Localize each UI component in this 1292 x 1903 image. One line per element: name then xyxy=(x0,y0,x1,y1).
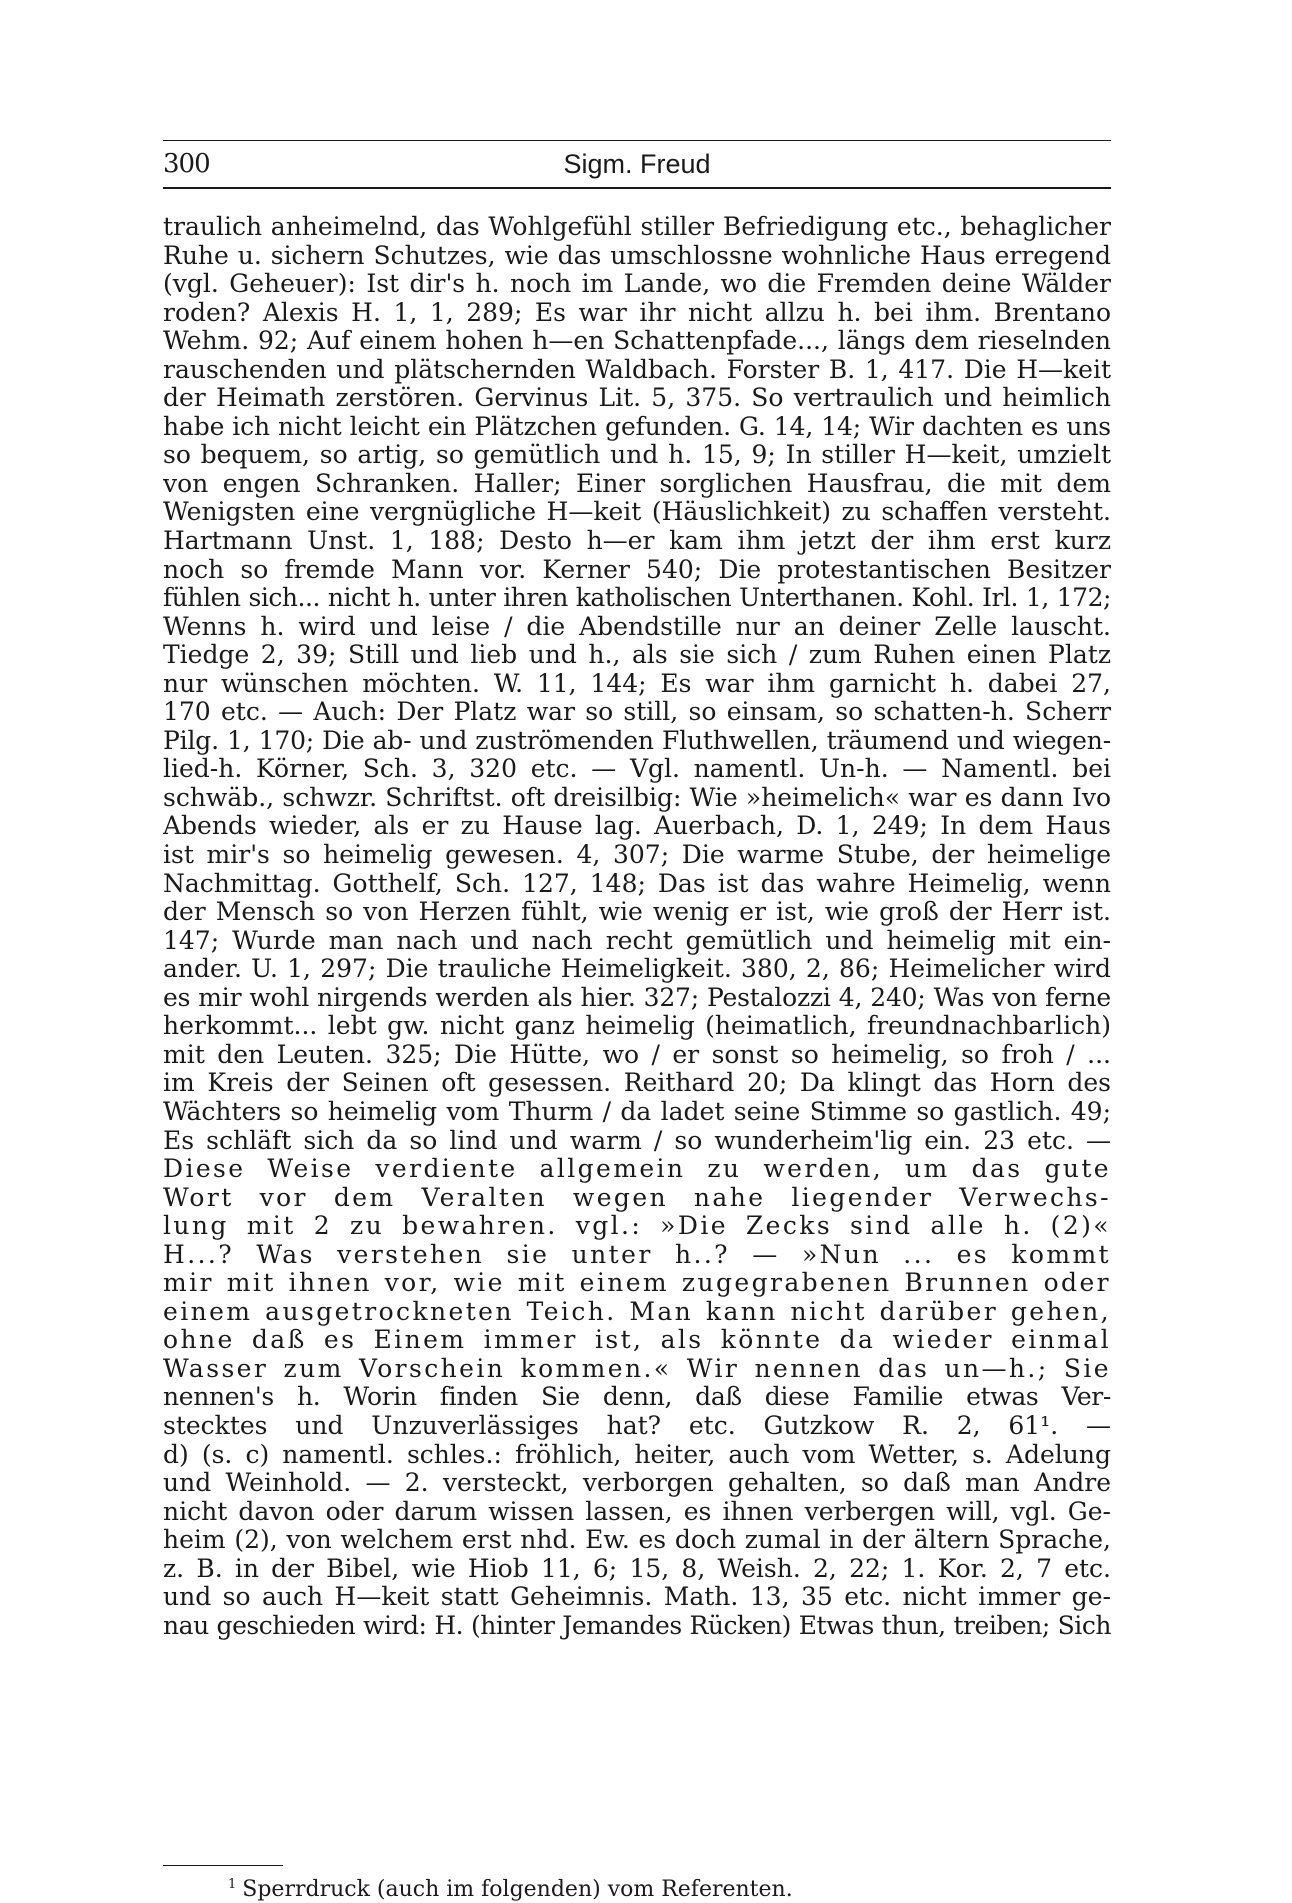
text-line: nicht davon oder darum wissen lassen, es ihnen verbergen will, vgl. Ge- xyxy=(163,1497,1111,1526)
text-line: im Kreis der Seinen oft gesessen. Reithard 20; Da klingt das Horn des xyxy=(163,1069,1111,1098)
text-line: 147; Wurde man nach und nach recht gemütlich und heimelig mit ein- xyxy=(163,926,1111,955)
text-line: lung mit 2 zu bewahren. vgl.: »Die Zecks sind alle h. (2)« xyxy=(163,1212,1111,1241)
page-number: 300 xyxy=(163,149,210,179)
text-line: lied-h. Körner, Sch. 3, 320 etc. — Vgl. namentl. Un-h. — Namentl. bei xyxy=(163,755,1111,784)
text-line: Wort vor dem Veralten wegen nahe liegender Verwechs- xyxy=(163,1183,1111,1212)
text-line: Hartmann Unst. 1, 188; Desto h—er kam ihm jetzt der ihm erst kurz xyxy=(163,527,1111,556)
text-line: fühlen sich... nicht h. unter ihren katholischen Unterthanen. Kohl. Irl. 1, 172; xyxy=(163,584,1111,613)
footnote xyxy=(228,1872,1088,1903)
text-line: und Weinhold. — 2. versteckt, verborgen gehalten, so daß man Andre xyxy=(163,1469,1111,1498)
text-line: Pilg. 1, 170; Die ab- und zuströmenden Fluthwellen, träumend und wiegen- xyxy=(163,726,1111,755)
text-line: habe ich nicht leicht ein Plätzchen gefunden. G. 14, 14; Wir dachten es uns xyxy=(163,412,1111,441)
text-line: der Mensch so von Herzen fühlt, wie wenig er ist, wie groß der Herr ist. xyxy=(163,898,1111,927)
text-line: und so auch H—keit statt Geheimnis. Math. 13, 35 etc. nicht immer ge- xyxy=(163,1583,1111,1612)
text-line: (vgl. Geheuer): Ist dir's h. noch im Lande, wo die Fremden deine Wälder xyxy=(163,270,1111,299)
text-line: einem ausgetrockneten Teich. Man kann nicht darüber gehen, xyxy=(163,1297,1111,1326)
top-rule xyxy=(163,140,1111,141)
text-line: Wächters so heimelig vom Thurm / da ladet seine Stimme so gastlich. 49; xyxy=(163,1097,1111,1126)
text-line: nau geschieden wird: H. (hinter Jemandes Rücken) Etwas thun, treiben; Sich xyxy=(163,1611,1111,1640)
text-line: Diese Weise verdiente allgemein zu werden, um das gute xyxy=(163,1155,1111,1184)
text-line: der Heimath zerstören. Gervinus Lit. 5, 375. So vertraulich und heimlich xyxy=(163,384,1111,413)
text-line: heim (2), von welchem erst nhd. Ew. es doch zumal in der ältern Sprache, xyxy=(163,1526,1111,1555)
text-line: z. B. in der Bibel, wie Hiob 11, 6; 15, 8, Weish. 2, 22; 1. Kor. 2, 7 etc. xyxy=(163,1554,1111,1583)
footnote-marker: 1 xyxy=(228,1877,237,1892)
text-line: Nachmittag. Gotthelf, Sch. 127, 148; Das ist das wahre Heimelig, wenn xyxy=(163,869,1111,898)
text-line: von engen Schranken. Haller; Einer sorglichen Hausfrau, die mit dem xyxy=(163,469,1111,498)
text-line: 170 etc. — Auch: Der Platz war so still, so einsam, so schatten-h. Scherr xyxy=(163,698,1111,727)
footnote-text: Sperrdruck (auch im folgenden) vom Referenten. xyxy=(242,1877,793,1902)
text-line: herkommt... lebt gw. nicht ganz heimelig (heimatlich, freundnachbarlich) xyxy=(163,1012,1111,1041)
page-header xyxy=(163,145,1111,185)
text-line: ohne daß es Einem immer ist, als könnte da wieder einmal xyxy=(163,1326,1111,1355)
text-line: Es schläft sich da so lind und warm / so wunderheim'lig ein. 23 etc. — xyxy=(163,1126,1111,1155)
text-line: Tiedge 2, 39; Still und lieb und h., als sie sich / zum Ruhen einen Platz xyxy=(163,641,1111,670)
text-line: roden? Alexis H. 1, 1, 289; Es war ihr nicht allzu h. bei ihm. Brentano xyxy=(163,298,1111,327)
text-line: mir mit ihnen vor, wie mit einem zugegrabenen Brunnen oder xyxy=(163,1269,1111,1298)
text-line: rauschenden und plätschernden Waldbach. Forster B. 1, 417. Die H—keit xyxy=(163,355,1111,384)
text-line: es mir wohl nirgends werden als hier. 327; Pestalozzi 4, 240; Was von ferne xyxy=(163,983,1111,1012)
text-line: Wenns h. wird und leise / die Abendstille nur an deiner Zelle lauscht. xyxy=(163,612,1111,641)
text-line: H...? Was verstehen sie unter h..? — »Nun ... es kommt xyxy=(163,1240,1111,1269)
header-rule xyxy=(163,187,1111,189)
text-line: stecktes und Unzuverlässiges hat? etc. Gutzkow R. 2, 61¹. — xyxy=(163,1411,1111,1440)
text-line: Wasser zum Vorschein kommen.« Wir nennen das un—h.; Sie xyxy=(163,1354,1111,1383)
body-text xyxy=(163,213,1111,1640)
text-line: d) (s. c) namentl. schles.: fröhlich, heiter, auch vom Wetter, s. Adelung xyxy=(163,1440,1111,1469)
text-line: schwäb., schwzr. Schriftst. oft dreisilbig: Wie »heimelich« war es dann Ivo xyxy=(163,783,1111,812)
text-line: Wehm. 92; Auf einem hohen h—en Schattenpfade..., längs dem rieselnden xyxy=(163,327,1111,356)
text-line: Wenigsten eine vergnügliche H—keit (Häuslichkeit) zu schaffen versteht. xyxy=(163,498,1111,527)
running-head: Sigm. Freud xyxy=(563,149,711,179)
text-line: nennen's h. Worin finden Sie denn, daß diese Familie etwas Ver- xyxy=(163,1383,1111,1412)
text-line: nur wünschen möchten. W. 11, 144; Es war ihm garnicht h. dabei 27, xyxy=(163,669,1111,698)
text-line: so bequem, so artig, so gemütlich und h. 15, 9; In stiller H—keit, umzielt xyxy=(163,441,1111,470)
text-line: traulich anheimelnd, das Wohlgefühl stiller Befriedigung etc., behaglicher xyxy=(163,213,1111,241)
text-line: noch so fremde Mann vor. Kerner 540; Die protestantischen Besitzer xyxy=(163,555,1111,584)
footnote-rule xyxy=(163,1865,283,1866)
text-line: Abends wieder, als er zu Hause lag. Auerbach, D. 1, 249; In dem Haus xyxy=(163,812,1111,841)
text-line: ist mir's so heimelig gewesen. 4, 307; Die warme Stube, der heimelige xyxy=(163,841,1111,870)
text-line: mit den Leuten. 325; Die Hütte, wo / er sonst so heimelig, so froh / ... xyxy=(163,1040,1111,1069)
text-line: Ruhe u. sichern Schutzes, wie das umschlossne wohnliche Haus erregend xyxy=(163,241,1111,270)
text-line: ander. U. 1, 297; Die trauliche Heimeligkeit. 380, 2, 86; Heimelicher wird xyxy=(163,955,1111,984)
